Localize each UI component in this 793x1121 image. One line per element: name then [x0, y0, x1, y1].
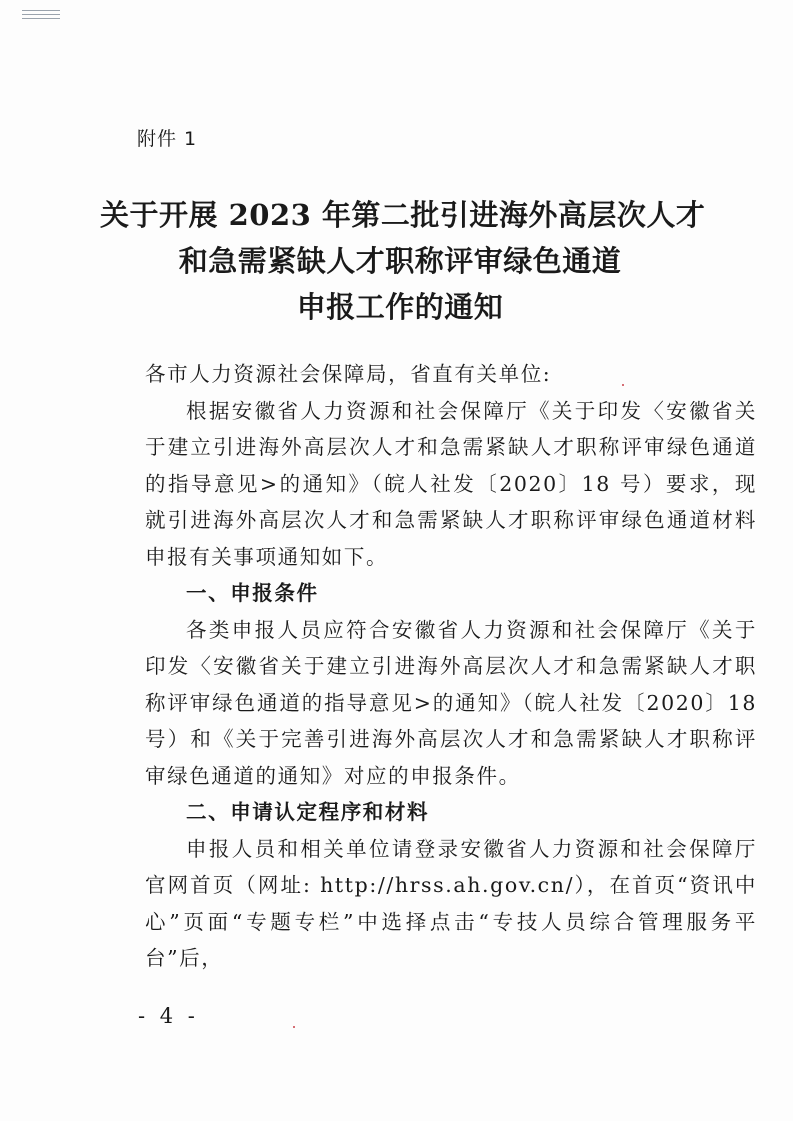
section-heading-procedure-materials: 二、申请认定程序和材料 [186, 800, 430, 824]
application-conditions-paragraph: 各类申报人员应符合安徽省人力资源和社会保障厅《关于印发〈安徽省关于建立引进海外高层次人才和急需紧缺人才职称评审绿色通道的指导意见>的通知》（皖人社发〔2020〕18 号）和《关于完善引进海外高层次人才和急需紧缺人才职称评审绿色通道的通知》对应的申报条件。 [145, 617, 757, 788]
scan-mark-line [22, 14, 60, 15]
section-heading-application-conditions: 一、申报条件 [186, 581, 319, 605]
page-number: - 4 - [138, 1004, 199, 1028]
attachment-label: 附件 1 [137, 128, 198, 150]
intro-paragraph: 根据安徽省人力资源和社会保障厅《关于印发〈安徽省关于建立引进海外高层次人才和急需紧缺人才职称评审绿色通道的指导意见>的通知》（皖人社发〔2020〕18 号）要求，现就引进海外高层次人才和急需紧缺人才职称评审绿色通道材料申报有关事项通知如下。 [145, 398, 757, 569]
scan-speck [622, 384, 624, 386]
title-line-1: 关于开展 2023 年第二批引进海外高层次人才 [100, 198, 706, 232]
procedure-paragraph: 申报人员和相关单位请登录安徽省人力资源和社会保障厅官网首页（网址: http://hrss.ah.gov.cn/），在首页“资讯中心”页面“专题专栏”中选择点击“专技人员综合管理服务平台”后， [145, 836, 757, 970]
scan-mark-line [22, 18, 60, 19]
title-line-3: 申报工作的通知 [296, 290, 504, 324]
document-body [145, 356, 757, 977]
scan-corner-marks [22, 10, 60, 22]
document-title [100, 192, 706, 330]
scan-speck [293, 1026, 295, 1028]
salutation: 各市人力资源社会保障局，省直有关单位: [145, 362, 552, 386]
title-line-2: 和急需紧缺人才职称评审绿色通道 [178, 244, 622, 278]
scan-mark-line [22, 10, 60, 11]
